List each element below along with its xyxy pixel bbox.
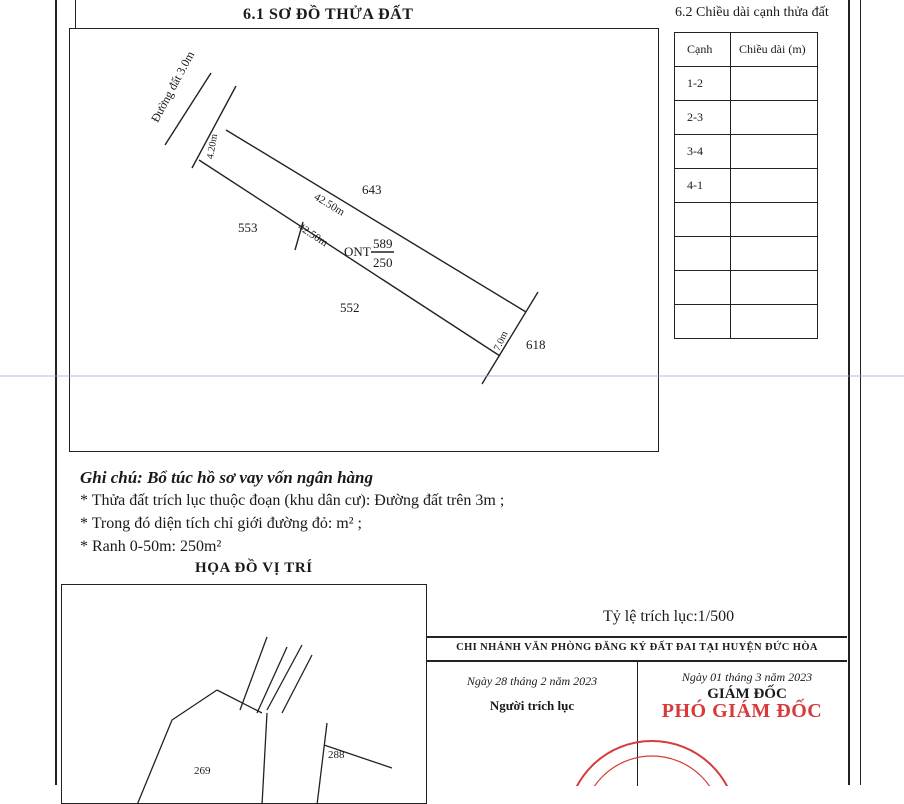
length-cell bbox=[731, 135, 818, 169]
length-cell bbox=[731, 271, 818, 305]
length-column-header: Chiều dài (m) bbox=[731, 33, 818, 67]
edge-cell: 2-3 bbox=[675, 101, 731, 135]
office-name: CHI NHÁNH VĂN PHÒNG ĐĂNG KÝ ĐẤT ĐAI TẠI HUYỆN ĐỨC HÒA bbox=[456, 642, 818, 653]
edge-length-table bbox=[674, 32, 818, 339]
table-row bbox=[675, 203, 818, 237]
approval-date: Ngày 01 tháng 3 năm 2023 bbox=[681, 670, 813, 684]
note-line: * Thửa đất trích lục thuộc đoạn (khu dân cư): Đường đất trên 3m ; bbox=[80, 492, 505, 509]
table-row bbox=[675, 135, 818, 169]
deputy-director-stamp: PHÓ GIÁM ĐỐC bbox=[661, 700, 823, 722]
road-label: Đường đất 3.0m bbox=[148, 48, 198, 125]
location-label-269: 269 bbox=[194, 765, 211, 777]
length-cell bbox=[731, 169, 818, 203]
note-line: * Ranh 0-50m: 250m² bbox=[80, 538, 222, 555]
length-cell bbox=[731, 237, 818, 271]
edge-cell bbox=[675, 237, 731, 271]
location-map-drawing bbox=[62, 585, 427, 804]
notes-section bbox=[80, 466, 504, 558]
edge-top-label: 42.50m bbox=[311, 191, 347, 219]
table-title: 6.2 Chiều dài cạnh thửa đất bbox=[675, 5, 829, 20]
edge-cell bbox=[675, 305, 731, 339]
parcel-number: 589 bbox=[373, 236, 393, 251]
table-header-row bbox=[675, 33, 818, 67]
neighbor-618: 618 bbox=[526, 337, 546, 352]
neighbor-553: 553 bbox=[238, 220, 258, 235]
edge-cell bbox=[675, 271, 731, 305]
extract-date: Ngày 28 tháng 2 năm 2023 bbox=[466, 674, 598, 688]
edge-bottom-label: 42.50m bbox=[295, 221, 330, 250]
scale-text: Tỷ lệ trích lục:1/500 bbox=[603, 608, 735, 625]
location-map-box bbox=[61, 584, 427, 804]
office-signature-block bbox=[427, 636, 847, 786]
edge-cell: 3-4 bbox=[675, 135, 731, 169]
table-row bbox=[675, 271, 818, 305]
edge-column-header: Cạnh bbox=[675, 33, 731, 67]
table-row bbox=[675, 169, 818, 203]
edge-cell bbox=[675, 203, 731, 237]
official-seal-icon bbox=[427, 636, 847, 786]
parcel-area: 250 bbox=[373, 255, 393, 270]
section-title: 6.1 SƠ ĐỒ THỬA ĐẤT bbox=[243, 6, 414, 23]
neighbor-643: 643 bbox=[362, 182, 382, 197]
length-cell bbox=[731, 305, 818, 339]
parcel-top-edge bbox=[226, 130, 526, 312]
location-label-288: 288 bbox=[328, 749, 345, 761]
neighbor-552: 552 bbox=[340, 300, 360, 315]
table-row bbox=[675, 67, 818, 101]
note-line: * Trong đó diện tích chỉ giới đường đỏ: m² ; bbox=[80, 515, 362, 532]
notes-heading: Ghi chú: Bổ túc hồ sơ vay vốn ngân hàng bbox=[80, 468, 373, 487]
extractor-title: Người trích lục bbox=[489, 698, 575, 713]
table-row bbox=[675, 237, 818, 271]
director-title: GIÁM ĐỐC bbox=[707, 686, 787, 702]
length-cell bbox=[731, 203, 818, 237]
land-type-label: ONT bbox=[344, 244, 371, 259]
edge-top-left-label: 4.20m bbox=[205, 133, 221, 160]
table-row bbox=[675, 305, 818, 339]
length-cell bbox=[731, 101, 818, 135]
location-map-title: HỌA ĐỒ VỊ TRÍ bbox=[195, 560, 313, 576]
edge-cell: 1-2 bbox=[675, 67, 731, 101]
table-row bbox=[675, 101, 818, 135]
edge-right-label: 7.0m bbox=[492, 329, 511, 353]
edge-cell: 4-1 bbox=[675, 169, 731, 203]
length-cell bbox=[731, 67, 818, 101]
